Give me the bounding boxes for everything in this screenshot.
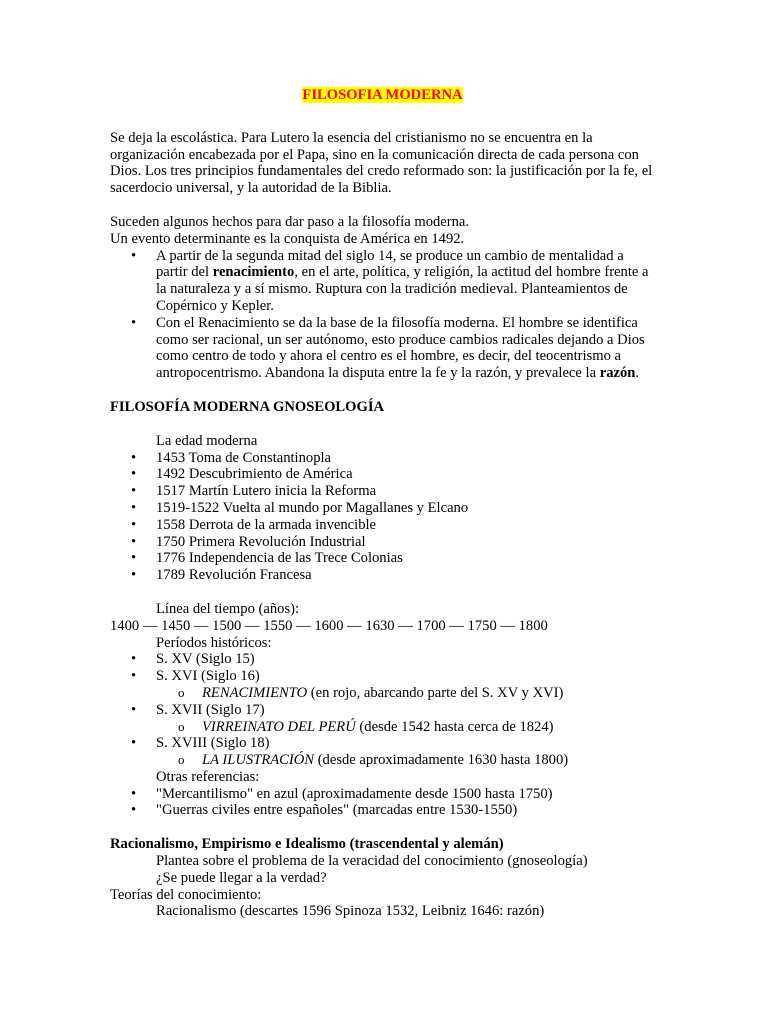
italic-term: VIRREINATO DEL PERÚ xyxy=(202,718,356,735)
sub-item-text: (en rojo, abarcando parte del S. XV y XVI) xyxy=(307,684,564,701)
list-item: • "Guerras civiles entre españoles" (marcadas entre 1530-1550) xyxy=(156,802,655,819)
bullet-text: Con el Renacimiento se da la base de la filosofía moderna. El hombre se identifica como ser racional, un ser autónomo, esto produce cambios radicales dejando a Dios como centro de todo y ahora el centro es el hombre, es decir, del teocentrismo a antropocentrismo. Abandona la disputa entre la fe y la razón, y prevalece la xyxy=(156,314,645,382)
list-item: • 1789 Revolución Francesa xyxy=(156,567,655,584)
italic-term: LA ILUSTRACIÓN xyxy=(202,752,315,769)
plantea-line: Plantea sobre el problema de la veracidad del conocimiento (gnoseología) xyxy=(156,853,588,870)
list-item xyxy=(156,668,655,702)
sub-item-text: (desde aproximadamente 1630 hasta 1800) xyxy=(314,752,569,769)
list-item: • 1453 Toma de Constantinopla xyxy=(156,450,655,467)
list-item: • "Mercantilismo" en azul (aproximadamente desde 1500 hasta 1750) xyxy=(156,786,655,803)
list-item xyxy=(156,735,655,769)
timeline-label: Línea del tiempo (años): xyxy=(156,600,300,617)
otras-label: Otras referencias: xyxy=(156,768,260,785)
timeline-years: 1400 — 1450 — 1500 — 1550 — 1600 — 1630 — 1700 — 1750 — 1800 xyxy=(110,617,548,634)
spacer xyxy=(110,197,655,214)
list-item: • 1517 Martín Lutero inicia la Reforma xyxy=(156,483,655,500)
italic-term: RENACIMIENTO xyxy=(202,684,308,701)
spacer xyxy=(110,584,655,601)
periodos-list xyxy=(110,651,655,769)
list-item: • 1558 Derrota de la armada invencible xyxy=(156,517,655,534)
otras-list xyxy=(110,786,655,820)
edad-moderna-label: La edad moderna xyxy=(156,432,258,449)
period-label: S. XVI (Siglo 16) xyxy=(156,668,260,685)
sub-list xyxy=(156,752,655,769)
spacer xyxy=(110,416,655,433)
list-item: • 1776 Independencia de las Trece Colonias xyxy=(156,550,655,567)
spacer xyxy=(110,819,655,836)
bullet-text: . xyxy=(635,365,640,382)
section-heading-racionalismo: Racionalismo, Empirismo e Idealismo (trascendental y alemán) xyxy=(110,836,504,853)
sub-list-item xyxy=(202,719,655,736)
document-page xyxy=(110,87,655,920)
list-item xyxy=(156,248,655,315)
bullet-text: A partir de la segunda mitad del siglo 14, se produce un cambio de mentalidad a partir del xyxy=(156,247,624,281)
sub-list xyxy=(156,719,655,736)
events-intro-line-2: Un evento determinante es la conquista de América en 1492. xyxy=(110,230,465,247)
bold-term: razón xyxy=(599,365,636,382)
section-heading-gnoseologia: FILOSOFÍA MODERNA GNOSEOLOGÍA xyxy=(110,398,385,415)
bold-term: renacimiento xyxy=(212,264,295,281)
list-item: • 1750 Primera Revolución Industrial xyxy=(156,534,655,551)
intro-paragraph: Se deja la escolástica. Para Lutero la esencia del cristianismo no se encuentra en la organización encabezada por el Papa, sino en la comunicación directa de cada persona con Dios. Los tres principios fundamentales del credo reformado son: la justificación por la fe, el sacerdocio universal, y la autoridad de la Biblia. xyxy=(110,129,653,197)
list-item xyxy=(156,315,655,382)
edad-moderna-list xyxy=(110,450,655,584)
title-wrapper xyxy=(110,87,655,104)
spacer xyxy=(110,382,655,399)
sub-list-item xyxy=(202,752,655,769)
list-item: • S. XV (Siglo 15) xyxy=(156,651,655,668)
events-bullet-list xyxy=(110,248,655,382)
pregunta-line: ¿Se puede llegar a la verdad? xyxy=(156,869,327,886)
period-label: S. XVIII (Siglo 18) xyxy=(156,735,270,752)
period-label: S. XVII (Siglo 17) xyxy=(156,701,265,718)
sub-item-text: (desde 1542 hasta cerca de 1824) xyxy=(355,718,554,735)
sub-list xyxy=(156,685,655,702)
sub-list-item xyxy=(202,685,655,702)
document-title: FILOSOFIA MODERNA xyxy=(302,87,463,103)
events-intro-line-1: Suceden algunos hechos para dar paso a la filosofía moderna. xyxy=(110,213,470,230)
list-item: • 1519-1522 Vuelta al mundo por Magallanes y Elcano xyxy=(156,500,655,517)
list-item xyxy=(156,702,655,736)
teorias-label: Teorías del conocimiento: xyxy=(110,886,262,903)
bullet-text: , en el arte, política, y religión, la actitud del hombre frente a la naturaleza y a sí mismo. Ruptura con la tradición medieval. Planteamientos de Copérnico y Kepler. xyxy=(156,264,649,314)
periodos-label: Períodos históricos: xyxy=(156,634,272,651)
list-item: • 1492 Descubrimiento de América xyxy=(156,466,655,483)
racionalismo-line: Racionalismo (descartes 1596 Spinoza 1532, Leibniz 1646: razón) xyxy=(156,903,545,920)
